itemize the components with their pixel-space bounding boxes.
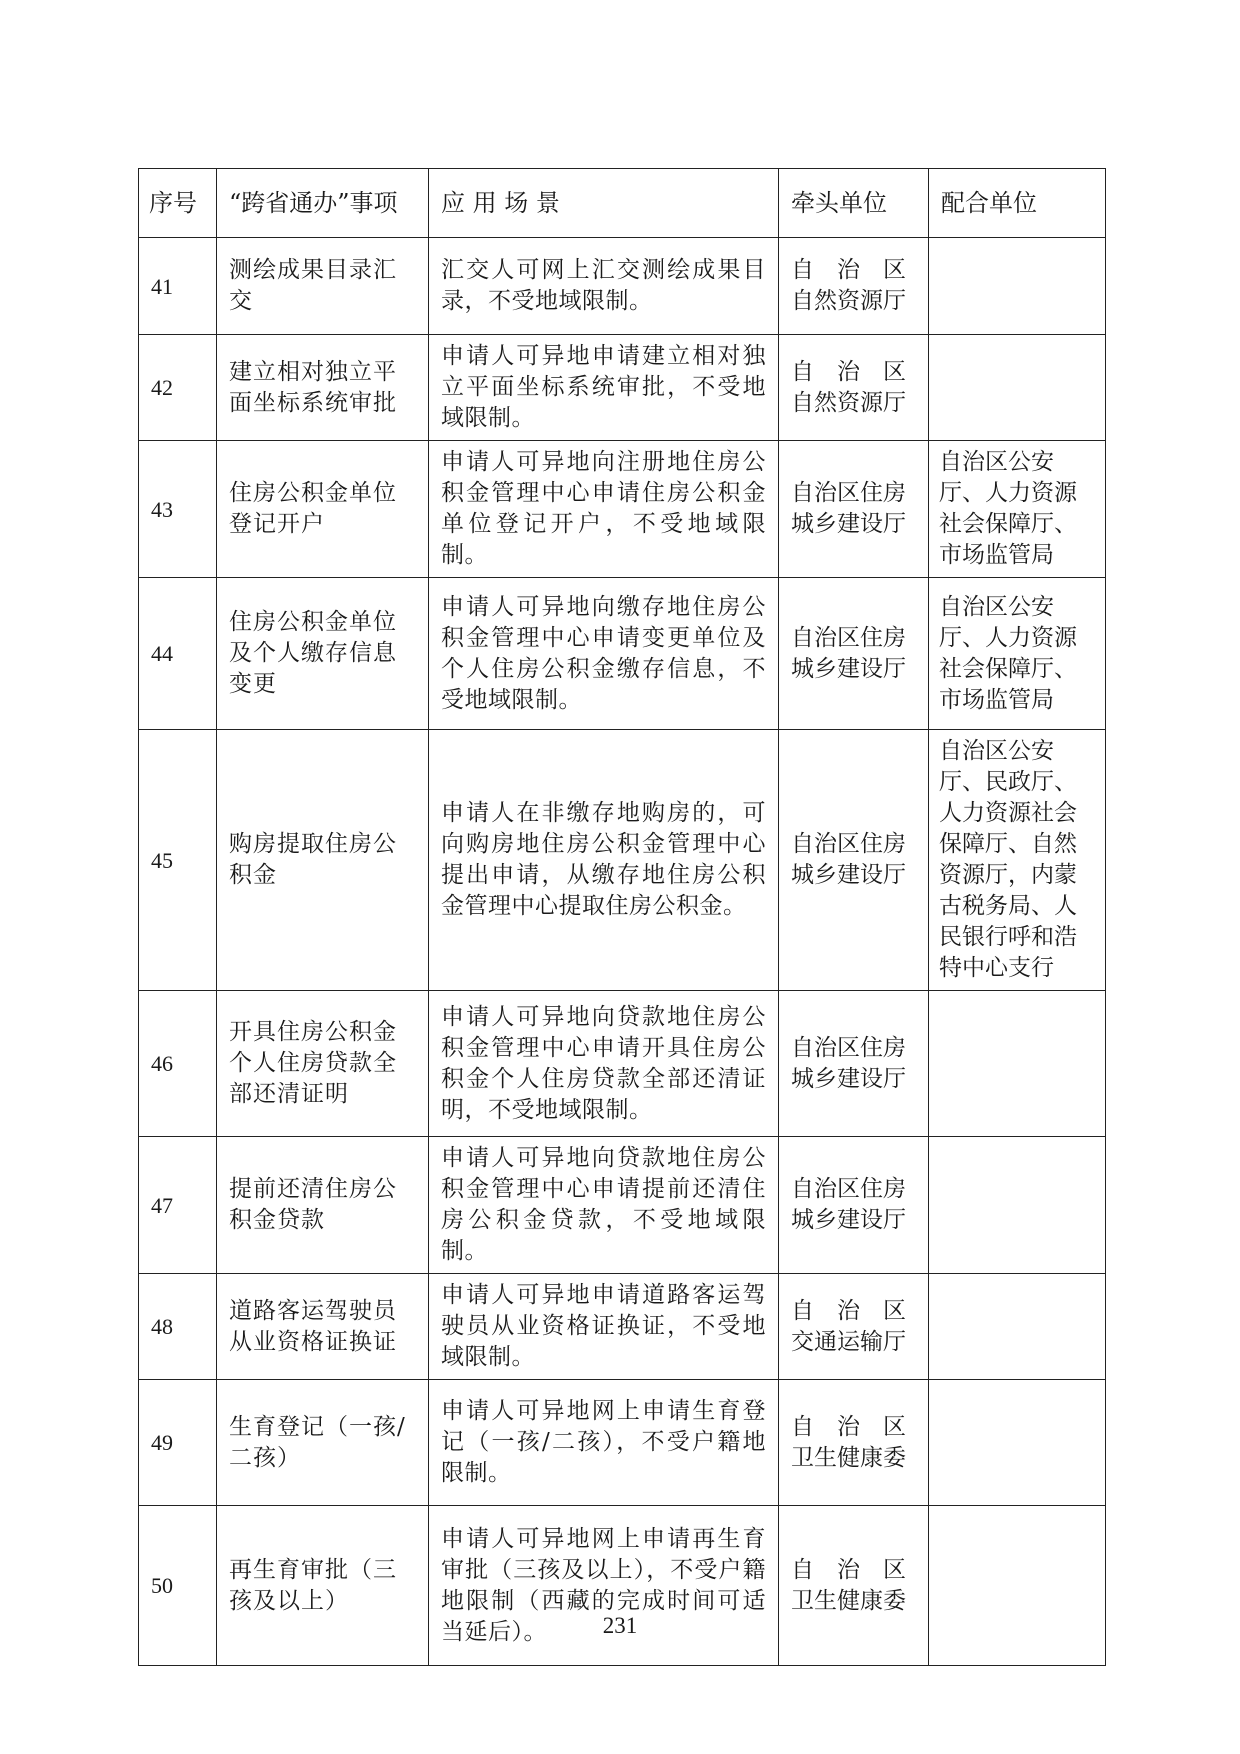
row-lead-unit	[779, 578, 929, 730]
lead-unit-line2: 城乡建设厅	[791, 1207, 906, 1233]
lead-unit-line1: 自 治 区	[791, 358, 906, 385]
row-lead-unit	[779, 1274, 929, 1380]
table-row	[139, 441, 1106, 578]
row-no: 45	[139, 730, 217, 991]
row-scenario: 申请人可异地向注册地住房公积金管理中心申请住房公积金单位登记开户，不受地域限制。	[429, 441, 779, 578]
lead-unit-line1: 自 治 区	[791, 1413, 906, 1440]
header-lead-unit: 牵头单位	[779, 169, 929, 238]
row-scenario: 申请人可异地申请建立相对独立平面坐标系统审批，不受地域限制。	[429, 335, 779, 441]
row-assist-unit: 自治区公安厅、人力资源社会保障厅、市场监管局	[929, 578, 1106, 730]
header-scenario: 应 用 场 景	[429, 169, 779, 238]
table-row	[139, 1137, 1106, 1274]
row-lead-unit	[779, 441, 929, 578]
table-row	[139, 1506, 1106, 1666]
row-item: 建立相对独立平面坐标系统审批	[217, 335, 429, 441]
lead-unit-line1: 自治区住房	[791, 624, 906, 651]
table-row	[139, 238, 1106, 335]
table-row	[139, 1274, 1106, 1380]
row-assist-unit	[929, 1137, 1106, 1274]
row-no: 46	[139, 991, 217, 1137]
row-assist-unit	[929, 991, 1106, 1137]
table-row	[139, 730, 1106, 991]
row-assist-unit	[929, 1506, 1106, 1666]
row-no: 49	[139, 1380, 217, 1506]
row-no: 42	[139, 335, 217, 441]
row-item: 道路客运驾驶员从业资格证换证	[217, 1274, 429, 1380]
row-scenario: 申请人可异地申请道路客运驾驶员从业资格证换证，不受地域限制。	[429, 1274, 779, 1380]
row-scenario: 汇交人可网上汇交测绘成果目录，不受地域限制。	[429, 238, 779, 335]
lead-unit-line2: 卫生健康委	[791, 1444, 906, 1471]
row-assist-unit: 自治区公安厅、人力资源社会保障厅、市场监管局	[929, 441, 1106, 578]
row-scenario: 申请人在非缴存地购房的，可向购房地住房公积金管理中心提出申请，从缴存地住房公积金管理中心提取住房公积金。	[429, 730, 779, 991]
row-scenario: 申请人可异地向缴存地住房公积金管理中心申请变更单位及个人住房公积金缴存信息，不受地域限制。	[429, 578, 779, 730]
page-number: 231	[602, 1613, 638, 1638]
lead-unit-line2: 交通运输厅	[791, 1328, 906, 1355]
row-lead-unit	[779, 238, 929, 335]
row-lead-unit	[779, 991, 929, 1137]
lead-unit-line1: 自治区住房	[791, 1034, 906, 1061]
row-assist-unit: 自治区公安厅、民政厅、人力资源社会保障厅、自然资源厅，内蒙古税务局、人民银行呼和浩特中心支行	[929, 730, 1106, 991]
lead-unit-line2: 城乡建设厅	[791, 511, 906, 537]
row-item: 开具住房公积金个人住房贷款全部还清证明	[217, 991, 429, 1137]
table-row	[139, 991, 1106, 1137]
table-header-row	[139, 169, 1106, 238]
lead-unit-line1: 自治区住房	[791, 1176, 906, 1202]
row-item: 测绘成果目录汇交	[217, 238, 429, 335]
lead-unit-line1: 自治区住房	[791, 831, 906, 857]
row-assist-unit	[929, 335, 1106, 441]
row-item: 提前还清住房公积金贷款	[217, 1137, 429, 1274]
row-scenario: 申请人可异地网上申请生育登记（一孩/二孩），不受户籍地限制。	[429, 1380, 779, 1506]
lead-unit-line1: 自治区住房	[791, 480, 906, 506]
row-lead-unit	[779, 1137, 929, 1274]
row-item: 住房公积金单位及个人缴存信息变更	[217, 578, 429, 730]
lead-unit-line1: 自 治 区	[791, 1297, 906, 1324]
row-scenario: 申请人可异地向贷款地住房公积金管理中心申请提前还清住房公积金贷款，不受地域限制。	[429, 1137, 779, 1274]
lead-unit-line2: 城乡建设厅	[791, 862, 906, 888]
row-scenario: 申请人可异地网上申请再生育审批（三孩及以上），不受户籍地限制（西藏的完成时间可适当延后）。	[429, 1506, 779, 1666]
row-item: 住房公积金单位登记开户	[217, 441, 429, 578]
lead-unit-line1: 自 治 区	[791, 1556, 906, 1583]
row-lead-unit	[779, 730, 929, 991]
table-row	[139, 335, 1106, 441]
lead-unit-line2: 自然资源厅	[791, 288, 906, 314]
table-row	[139, 578, 1106, 730]
lead-unit-line2: 卫生健康委	[791, 1587, 906, 1614]
header-assist-unit: 配合单位	[929, 169, 1106, 238]
lead-unit-line2: 城乡建设厅	[791, 655, 906, 682]
row-item: 生育登记（一孩/二孩）	[217, 1380, 429, 1506]
table-row	[139, 1380, 1106, 1506]
row-no: 50	[139, 1506, 217, 1666]
row-lead-unit	[779, 1380, 929, 1506]
row-no: 43	[139, 441, 217, 578]
lead-unit-line1: 自 治 区	[791, 257, 906, 283]
services-table	[138, 168, 1106, 1666]
row-scenario: 申请人可异地向贷款地住房公积金管理中心申请开具住房公积金个人住房贷款全部还清证明，不受地域限制。	[429, 991, 779, 1137]
row-item: 购房提取住房公积金	[217, 730, 429, 991]
row-assist-unit	[929, 238, 1106, 335]
header-item: “跨省通办”事项	[217, 169, 429, 238]
row-lead-unit	[779, 1506, 929, 1666]
row-item: 再生育审批（三孩及以上）	[217, 1506, 429, 1666]
row-no: 44	[139, 578, 217, 730]
row-no: 48	[139, 1274, 217, 1380]
row-no: 47	[139, 1137, 217, 1274]
row-lead-unit	[779, 335, 929, 441]
header-no: 序号	[139, 169, 217, 238]
row-assist-unit	[929, 1274, 1106, 1380]
row-no: 41	[139, 238, 217, 335]
lead-unit-line2: 城乡建设厅	[791, 1065, 906, 1092]
row-assist-unit	[929, 1380, 1106, 1506]
lead-unit-line2: 自然资源厅	[791, 389, 906, 416]
